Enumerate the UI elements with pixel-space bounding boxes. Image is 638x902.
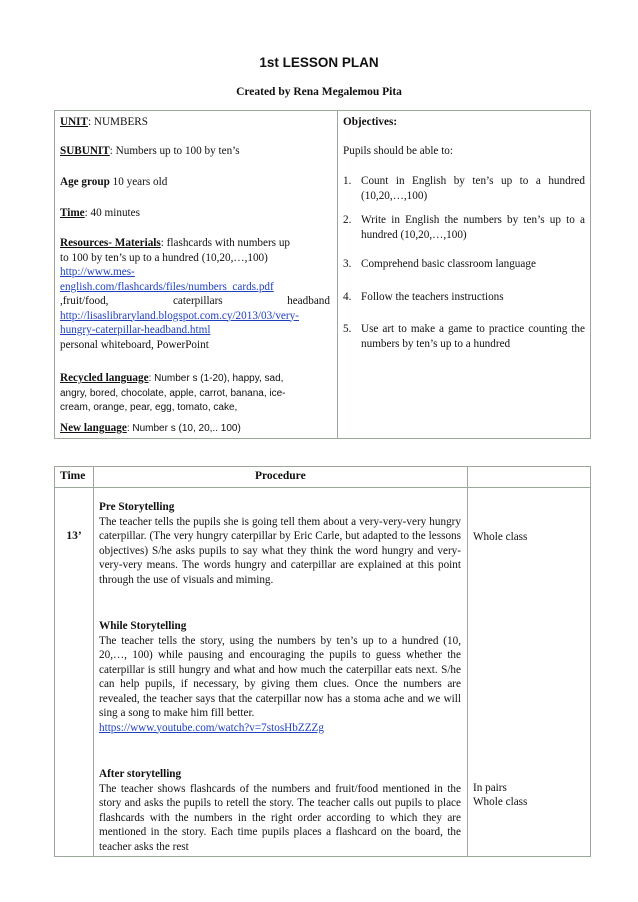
new-language-value: : Number s (10, 20,.. 100): [126, 423, 241, 434]
resources-headband: headband: [287, 295, 330, 307]
page-title: 1st LESSON PLAN: [259, 55, 379, 70]
organisation-in-pairs: In pairs: [473, 782, 507, 794]
objective-number: 5.: [343, 323, 352, 335]
objective-text: Count in English by ten’s up to a hundred (10,20,…,100): [361, 175, 585, 202]
headband-link[interactable]: http://lisaslibraryland.blogspot.com.cy/2013/03/very-: [60, 309, 299, 322]
resources-fruit-food: ,fruit/food,: [60, 295, 109, 307]
organisation-whole-class-2: Whole class: [473, 796, 528, 808]
age-group-label: Age group: [60, 176, 110, 188]
resources-row: [60, 236, 330, 352]
header-rule: [55, 487, 590, 488]
youtube-song-link[interactable]: https://www.youtube.com/watch?v=7stosHbZZZg: [99, 721, 324, 734]
section-title: Pre Storytelling: [99, 501, 175, 513]
unit-label: UNIT: [60, 116, 88, 128]
objective-number: 1.: [343, 175, 352, 187]
section-body: The teacher tells the pupils she is going tell them about a very-very-very hungry caterpillar. (The very hungry caterpillar by Eric Carle, but adapted to the lessons objectives) S/he asks pupils to say what they think the word hungry and very-very-very means. The words hungry and caterpillar are explained at this point through the use of visuals and miming.: [99, 515, 461, 586]
organisation-column-divider: [467, 467, 468, 856]
new-language-row: [60, 421, 330, 437]
resources-caterpillars: caterpillars: [172, 295, 223, 307]
after-storytelling-section: [99, 767, 461, 854]
author-line: Created by Rena Megalemou Pita: [236, 86, 402, 98]
procedure-column-header: Procedure: [255, 470, 306, 482]
subunit-row: [60, 144, 330, 159]
subunit-value: : Numbers up to 100 by ten’s: [109, 145, 240, 157]
while-storytelling-section: [99, 619, 461, 735]
objective-text: Comprehend basic classroom language: [361, 258, 536, 270]
section-body: The teacher shows flashcards of the numbers and fruit/food mentioned in the story and asks the pupils to retell the story. The teacher calls out pupils to place flashcards with the numbers in the right order according to which they are mentioned in the story. Each time pupils places a flashcard on the board, the teacher asks the rest: [99, 782, 461, 853]
recycled-language-value-3: cream, orange, pear, egg, tomato, cake,: [60, 402, 238, 413]
resources-text-4: personal whiteboard, PowerPoint: [60, 338, 209, 351]
objective-number: 4.: [343, 291, 352, 303]
section-title: While Storytelling: [99, 620, 187, 632]
age-group-value: 10 years old: [109, 176, 168, 188]
objective-text: Write in English the numbers by ten’s up to a hundred (10,20,…,100): [361, 214, 585, 241]
time-value: : 40 minutes: [84, 207, 140, 219]
recycled-language-value-2: angry, bored, chocolate, apple, carrot, banana, ice-: [60, 387, 286, 399]
new-language-label: New language: [60, 422, 127, 434]
resources-text-3: [60, 294, 330, 309]
objectives-intro: Pupils should be able to:: [343, 145, 454, 157]
age-group-row: [60, 175, 330, 190]
resources-text-2: to 100 by ten’s up to a hundred (10,20,…,100): [60, 251, 268, 264]
time-value: 13’: [66, 530, 82, 542]
recycled-language-value-1: : Number s (1-20), happy, sad,: [148, 373, 284, 384]
time-column-header: Time: [60, 470, 86, 482]
resources-text-1: : flashcards with numbers up: [160, 237, 291, 249]
time-row: [60, 206, 330, 221]
recycled-language-row: [60, 371, 330, 416]
objective-number: 2.: [343, 214, 352, 226]
unit-row: [60, 115, 330, 130]
mes-english-link-cont[interactable]: english.com/flashcards/files/numbers_cards.pdf: [60, 280, 274, 293]
objective-number: 3.: [343, 258, 352, 270]
time-label: Time: [60, 207, 85, 219]
organisation-whole-class: Whole class: [473, 531, 528, 543]
objectives-heading: Objectives:: [343, 116, 398, 128]
pre-storytelling-section: [99, 500, 461, 587]
objective-text: Use art to make a game to practice counting the numbers by ten’s up to a hundred: [361, 323, 585, 350]
objective-text: Follow the teachers instructions: [361, 291, 504, 303]
unit-value: : NUMBERS: [87, 116, 148, 128]
section-body: The teacher tells the story, using the numbers by ten’s up to a hundred (10, 20,…, 100) while pausing and encouraging the pupils to guess whether the caterpillar is still hungry and what and how much the caterpillar eats next. S/he can help pupils, if necessary, by giving them clues. Once the numbers are revealed, the teacher says that the caterpillar now has a stoma ache and we will sing a song to make him fill better.: [99, 634, 461, 719]
mes-english-link[interactable]: http://www.mes-: [60, 266, 135, 278]
headband-link-cont[interactable]: hungry-caterpillar-headband.html: [60, 324, 211, 336]
resources-label: Resources- Materials: [60, 237, 161, 249]
recycled-language-label: Recycled language: [60, 372, 149, 384]
subunit-label: SUBUNIT: [60, 145, 110, 157]
procedure-table: [54, 466, 591, 857]
section-title: After storytelling: [99, 768, 182, 780]
time-column-divider: [93, 467, 94, 856]
unit-objectives-table: [54, 110, 591, 439]
column-divider: [337, 111, 338, 438]
